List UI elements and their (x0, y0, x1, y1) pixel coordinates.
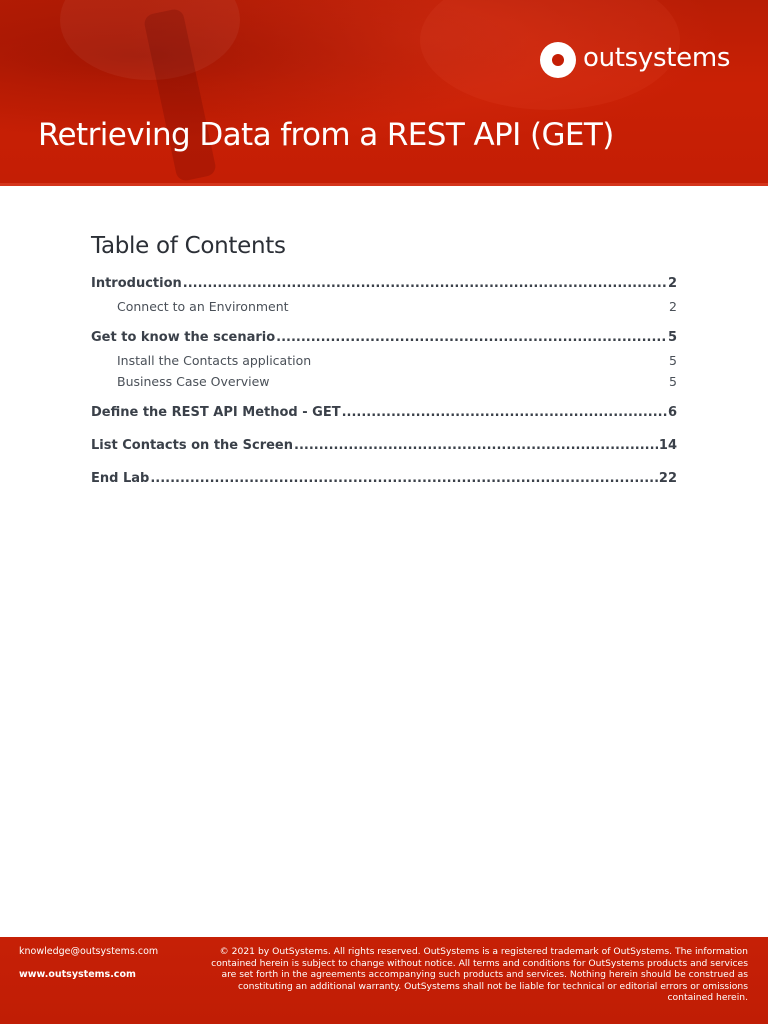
toc-entry-get-to-know-the-scenario[interactable] (91, 330, 677, 345)
toc-entry-install-the-contacts-application[interactable] (91, 353, 677, 368)
toc-leader-dots (294, 438, 658, 453)
toc-entry-label: Get to know the scenario (91, 330, 276, 345)
toc-entry-page: 14 (658, 438, 677, 453)
page-header (0, 0, 768, 186)
toc-leader-dots (150, 471, 658, 486)
toc-heading: Table of Contents (91, 233, 286, 259)
toc-entry-page: 5 (669, 353, 677, 368)
toc-leader-dots (342, 405, 667, 420)
toc-entry-page: 22 (658, 471, 677, 486)
toc-entry-introduction[interactable] (91, 276, 677, 291)
toc-entry-page: 5 (667, 330, 677, 345)
toc-entry-page: 5 (669, 374, 677, 389)
toc-entry-label: End Lab (91, 471, 150, 486)
table-of-contents (91, 230, 677, 486)
toc-entry-business-case-overview[interactable] (91, 374, 677, 389)
outsystems-logo-icon (540, 42, 576, 78)
toc-entry-label: Business Case Overview (117, 374, 270, 389)
toc-entry-label: List Contacts on the Screen (91, 438, 294, 453)
toc-entry-label: Connect to an Environment (117, 299, 289, 314)
toc-entry-label: Introduction (91, 276, 182, 291)
toc-entry-label: Install the Contacts application (117, 353, 312, 368)
footer-website-link[interactable]: www.outsystems.com (19, 969, 136, 980)
outsystems-logo (540, 42, 730, 78)
logo-text: outsystems (583, 43, 731, 73)
toc-entry-define-the-rest-api-method[interactable] (91, 405, 677, 420)
toc-entry-connect-to-an-environment[interactable] (91, 299, 677, 314)
footer-legal-notice: © 2021 by OutSystems. All rights reserved. OutSystems is a registered trademark of OutSystems. The information contained herein is subject to change without notice. All terms and conditions for OutSystems products and services are set forth in the agreements accompanying such products and services. Nothing herein should be construed as constituting an additional warranty. OutSystems shall not be liable for technical or editorial errors or omissions contained herein. (211, 946, 748, 1004)
toc-entry-label: Define the REST API Method - GET (91, 405, 341, 420)
toc-entry-page: 6 (667, 405, 677, 420)
toc-leader-dots (276, 330, 667, 345)
toc-leader-dots (183, 276, 667, 291)
toc-entry-page: 2 (669, 299, 677, 314)
toc-entry-page: 2 (667, 276, 677, 291)
document-title: Retrieving Data from a REST API (GET) (38, 117, 614, 153)
footer-email-link[interactable]: knowledge@outsystems.com (19, 946, 159, 957)
page-footer (0, 937, 768, 1024)
toc-entry-list-contacts-on-the-screen[interactable] (91, 438, 677, 453)
toc-entry-end-lab[interactable] (91, 471, 677, 486)
header-divider (0, 183, 768, 186)
